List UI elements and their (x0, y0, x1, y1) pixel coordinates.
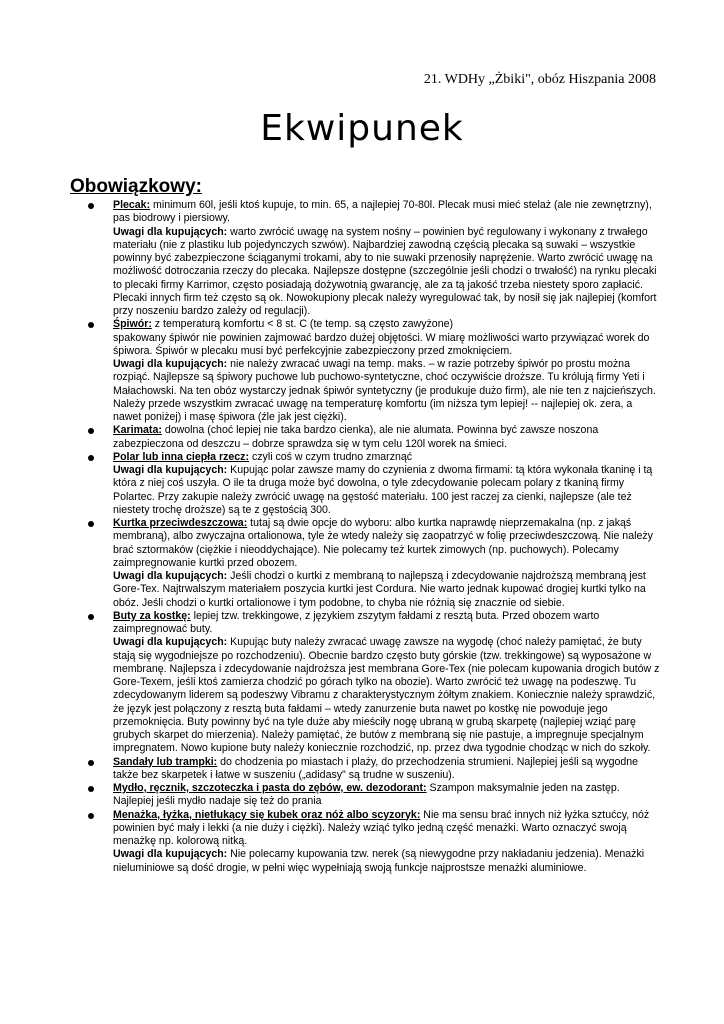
bullet-icon (88, 813, 94, 819)
list-item (88, 199, 662, 318)
item-description (113, 451, 662, 464)
item-name: Śpiwór: (113, 318, 152, 331)
bullet-icon (88, 428, 94, 434)
bullet-icon (88, 760, 94, 766)
equipment-list (88, 199, 662, 875)
buyer-notes-label: Uwagi dla kupujących: (113, 636, 228, 649)
buyer-notes (113, 226, 662, 319)
bullet-icon (88, 203, 94, 209)
list-item (88, 424, 662, 451)
buyer-notes (113, 636, 662, 755)
item-desc: do chodzenia po miastach i plaży, do przechodzenia strumieni. Najlepiej jeśli są wygodne także bez skarpetek i łatwe w suszeniu („adidasy" są trudne w suszeniu). (113, 755, 639, 781)
buyer-notes-label: Uwagi dla kupujących: (113, 225, 228, 238)
item-name: Mydło, ręcznik, szczoteczka i pasta do zębów, ew. dezodorant: (113, 782, 427, 794)
item-desc: lepiej tzw. trekkingowe, z językiem zszytym fałdami z resztą buta. Przed obozem warto zaimpregnować buty. (113, 609, 600, 635)
item-name: Sandały lub trampki: (113, 755, 218, 768)
item-name: Buty za kostkę: (113, 609, 191, 622)
buyer-notes-text: Kupując polar zawsze mamy do czynienia z dwoma firmami: tą która wykonała tkaninę i tą która z niej coś uszyła. O ile ta druga może być dowolna, o tyle zdecydowanie polecam polary z tkaniną firmy Polartec. Przy zakupie należy zwrócić uwagę na gęstość materiału. 100 jest raczej za cienki, najlepsze (ale też niestety trochę droższe) są te z gęstością 300. (113, 464, 653, 516)
item-description (113, 318, 662, 331)
buyer-notes (113, 464, 662, 517)
bullet-icon (88, 455, 94, 461)
buyer-notes-text: warto zwrócić uwagę na system nośny – powinien być regulowany i wykonany z trwałego materiału (nie z plastiku lub pojedynczych szwów). Najbardziej zawodną częścią plecaka są suwaki – wszystkie powinny być zabezpieczone ściąganymi trokami, aby to nie suwaki przenosiły naprężenie. Warto zwrócić uwagę na możliwość dotroczania rzeczy do plecaka. Najlepsze dostępne (szczególnie jeśli chodzi o trwałość) na rynku plecaki to plecaki firmy Karrimor, często posiadają dożywotnią gwarancję, ale za tą jakość trzeba niestety sporo zapłacić. Plecaki innych firm też często są ok. Nowokupiony plecak należy wyregulować tak, by nosił się jak najlepiej (komfort przy noszeniu bardzo zależy od regulacji). (113, 225, 657, 317)
buyer-notes (113, 358, 662, 424)
page-title: Ekwipunek (260, 108, 464, 149)
buyer-notes-label: Uwagi dla kupujących: (113, 848, 228, 861)
buyer-notes-text: nie należy zwracać uwagi na temp. maks. – w razie potrzeby śpiwór po prostu można rozpiąć. Najlepsze są śpiwory puchowe lub puchowo-syntetyczne, choć oczywiście droższe. Tu królują firmy Yeti i Małachowski. Na ten obóz wystarczy jednak śpiwór syntetyczny (je produkuje dużo firm), ale nie ten z najcieńszych. Należy przede wszystkim zwracać uwagę na temperaturę komfortu (im niższa tym lepiej! -- najlepiej ok. zera, a nawet poniżej) i masę śpiwora (źle jak jest ciężki). (113, 358, 656, 423)
item-extra: spakowany śpiwór nie powinien zajmować bardzo dużej objętości. W miarę możliwości warto przywiązać worek do śpiwora. Śpiwór w plecaku musi być perfekcyjnie zabezpieczony przed zmoknięciem. (113, 331, 650, 357)
section-title: Obowiązkowy: (70, 176, 202, 197)
list-item (88, 318, 662, 424)
buyer-notes-text: Jeśli chodzi o kurtki z membraną to najlepszą i zdecydowanie najdroższą membraną jest Gore-Tex. Najtrwalszym materiałem poszycia kurtki jest Cordura. Nie warto jednak kupować drogiej kurtki tylko na obóz. Jeśli chodzi o kurtki ortalionowe i tym podobne, to chyba nie różnią się znacznie od siebie. (113, 570, 646, 609)
item-name: Karimata: (113, 424, 162, 437)
buyer-notes-label: Uwagi dla kupujących: (113, 464, 228, 476)
buyer-notes-text: Nie polecamy kupowania tzw. nerek (są niewygodne przy nakładaniu jedzenia). Menażki nieluminiowe są dość drogie, w pełni więc wypełniają swoją funkcje najprostsze menażki aluminiowe. (113, 848, 645, 874)
item-description (113, 610, 662, 637)
item-desc: z temperaturą komfortu < 8 st. C (te temp. są często zawyżone) (151, 318, 454, 331)
item-name: Plecak: (113, 199, 151, 211)
bullet-icon (88, 322, 94, 328)
list-item (88, 610, 662, 756)
bullet-icon (88, 614, 94, 620)
item-name: Polar lub inna ciepła rzecz: (113, 450, 249, 463)
item-desc: minimum 60l, jeśli ktoś kupuje, to min. 65, a najlepiej 70-80l. Plecak musi mieć stelaż (ale nie zewnętrzny), pas biodrowy i piersiowy. (113, 199, 652, 225)
buyer-notes-label: Uwagi dla kupujących: (113, 358, 228, 370)
buyer-notes-label: Uwagi dla kupujących: (113, 570, 228, 582)
item-description (113, 517, 662, 570)
item-desc: tutaj są dwie opcje do wyboru: albo kurtka naprawdę nieprzemakalna (np. z jakąś membraną), albo zwyczajna ortalionowa, tyle że wtedy należy się zaopatrzyć w folię przeciwdeszczową. Nie należy brać sztormaków (ciężkie i nieoddychające). Nie polecamy też kurtek zimowych (np. puchowych). Polecamy zaimpregnowanie kurtki przed obozem. (113, 517, 653, 569)
item-description (113, 199, 662, 226)
item-desc: dowolna (choć lepiej nie taka bardzo cienka), ale nie alumata. Powinna być zawsze noszona zabezpieczona od deszczu – dobrze sprawdza się w tym celu 120l worek na śmieci. (113, 424, 599, 450)
item-desc: czyli coś w czym trudno zmarznąć (249, 450, 413, 463)
list-item (88, 756, 662, 783)
list-item (88, 517, 662, 610)
item-name: Menażka, łyżka, nietłukący się kubek oraz nóż albo scyzoryk: (113, 808, 421, 821)
list-item (88, 782, 662, 809)
document-header: 21. WDHy „Żbiki", obóz Hiszpania 2008 (423, 72, 656, 87)
item-name: Kurtka przeciwdeszczowa: (113, 517, 248, 529)
item-desc: Szampon maksymalnie jeden na zastęp. Najlepiej jeśli mydło nadaje się też do prania (113, 782, 620, 808)
buyer-notes-text: Kupując buty należy zwracać uwagę zawsze na wygodę (choć należy pamiętać, że buty stają się wygodniejsze po rozchodzeniu). Obecnie bardzo często buty górskie (tzw. trekkingowe) są wyposażone w membranę. Najlepsza i zdecydowanie najdroższa jest membrana Gore-Tex (nie polecam kupowania drogich butów z Gore-Texem, jeśli ktoś zamierza chodzić po górach tylko na obozie). Warto zwrócić też uwagę na podeszwę. Tu zdecydowanym liderem są podeszwy Vibramu z charakterystycznym żółtym znakiem. Koniecznie należy sprawdzić, że język jest połączony z resztą buta fałdami – wtedy zanurzenie buta nawet po kostkę nie powoduje jego przemoknięcia. Buty powinny być na tyle duże aby mieściły nogę ubraną w grubą skarpetę (najlepiej wziąć parę grubych skarpet do mierzenia). Należy pamiętać, że butów z membraną się nie pastuje, a impregnuje specjalnym impregnatem. Nowo kupione buty należy koniecznie rozchodzić, np. przez dwa tygodnie chodząc w nich do szkoły. (113, 636, 660, 755)
list-item (88, 451, 662, 517)
item-description (113, 424, 662, 451)
bullet-icon (88, 521, 94, 527)
buyer-notes (113, 848, 662, 875)
item-desc: Nie ma sensu brać innych niż łyżka sztućcy, nóż powinien być mały i lekki (a nie duży i ciężki). Należy wziąć tylko jedną część menażki. Warto oznaczyć swoją menażkę np. kolorową nitką. (113, 808, 650, 847)
item-description (113, 782, 662, 809)
buyer-notes (113, 570, 662, 610)
item-description (113, 809, 662, 849)
item-description (113, 756, 662, 783)
bullet-icon (88, 786, 94, 792)
list-item (88, 809, 662, 875)
